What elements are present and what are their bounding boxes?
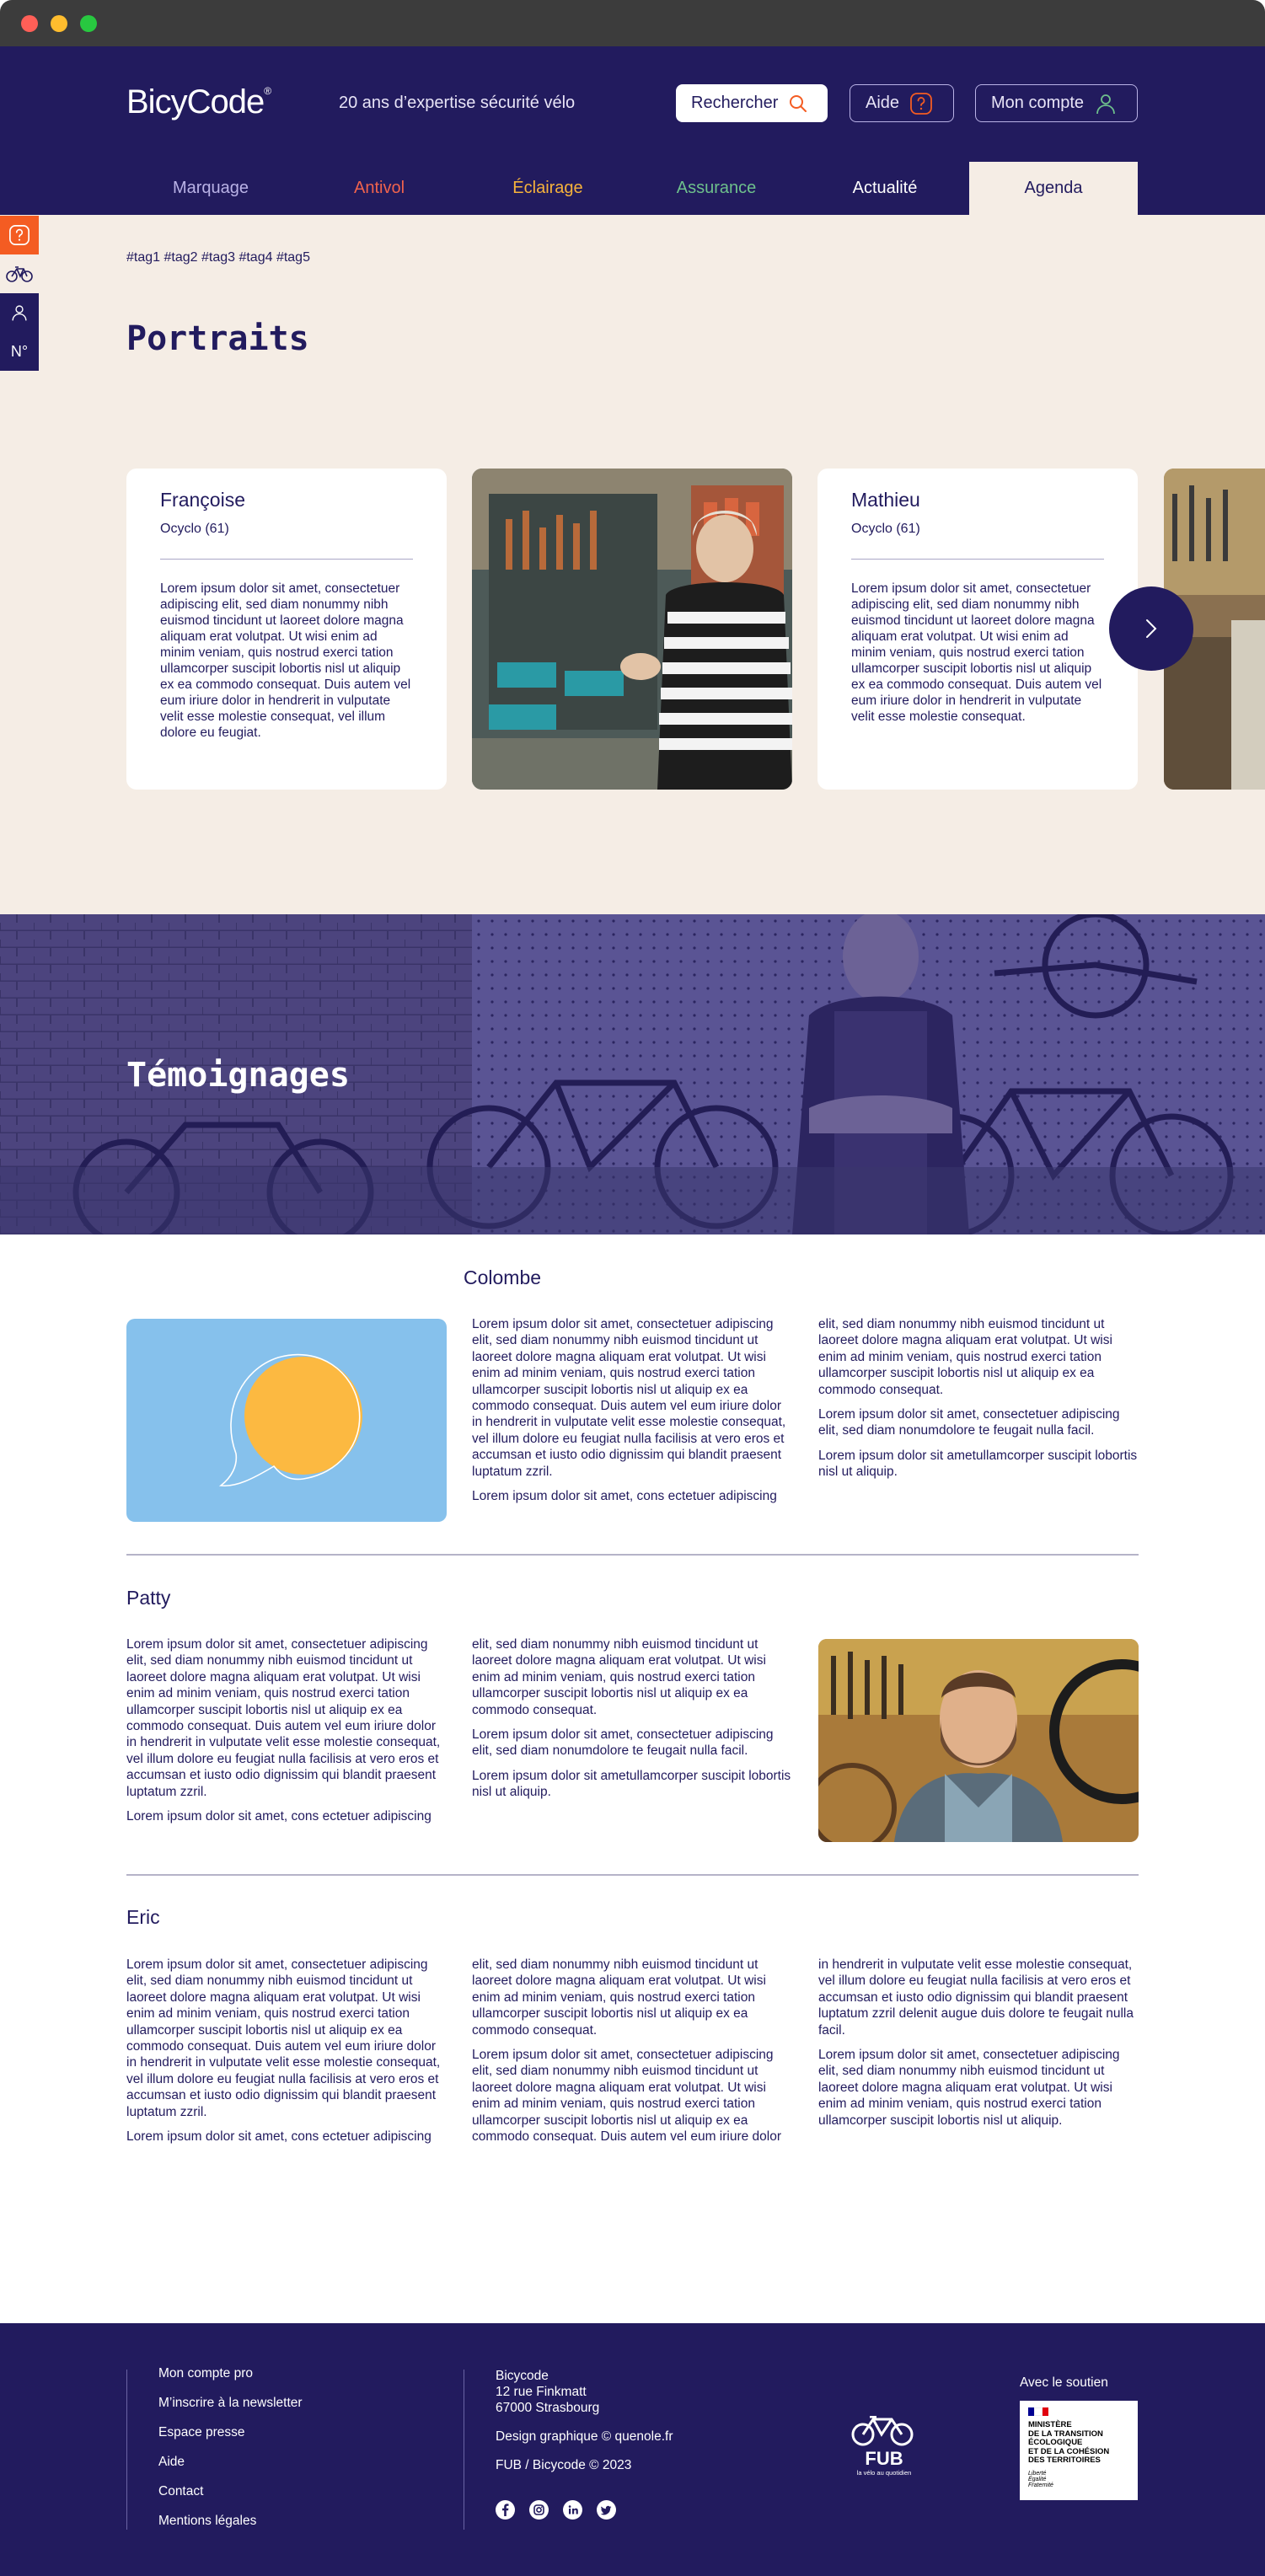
bicycle-icon [6, 265, 33, 283]
header-tagline: 20 ans d’expertise sécurité vélo [339, 94, 576, 112]
search-label: Rechercher [691, 94, 779, 112]
paragraph: Lorem ipsum dolor sit amet, consectetuer adipiscing elit, sed diam nonumdolore te feugait nulla facil. [818, 1407, 1120, 1438]
paragraph: Lorem ipsum dolor sit amet, consectetuer adipiscing elit, sed diam nonummy nibh euismod tincidunt ut laoreet dolore magna aliquam erat volutpat. Ut wisi enim ad minim veniam, quis nostrud exerci tation ullamcorper suscipit lobortis nisl ut aliquip ex ea commodo consequat. Duis autem vel eum iriure dolor in hendrerit in vulputate velit esse molestie consequat, vel illum dolore eu feugiat nulla facilisis at vero eros et accumsan et iusto odio dignissim qui blandit praesent luptatum zzril. [126, 1957, 441, 2119]
portrait-name: Françoise [160, 489, 245, 511]
divider [126, 1874, 1139, 1876]
support-label: Avec le soutien [1020, 2375, 1108, 2390]
site-footer [0, 2323, 1265, 2576]
paragraph: Lorem ipsum dolor sit amet, consectetuer adipiscing elit, sed diam nonumdolore te feugait nulla facil. [472, 1727, 774, 1759]
nav-eclairage[interactable] [464, 162, 632, 215]
help-button[interactable] [850, 84, 954, 122]
divider [160, 559, 413, 560]
mechanic-woman-photo [472, 469, 792, 790]
testimonial-column [472, 1316, 792, 1513]
portraits-title: Portraits [126, 319, 309, 358]
account-button[interactable] [975, 84, 1138, 122]
paragraph: Lorem ipsum dolor sit amet, consectetuer adipiscing elit, sed diam nonummy nibh euismod tincidunt ut laoreet dolore magna aliquam erat volutpat. Ut wisi enim ad minim veniam, quis nostrud exerci tation ullamcorper suscipit lobortis nisl ut aliquip ex ea commodo consequat. Duis autem vel eum iriure dolor in hendrerit in vulputate velit esse molestie consequat, vel illum dolore eu feugiat nulla facilisis at vero eros et accumsan et iusto odio dignissim qui blandit praesent luptatum zzril. [126, 1637, 441, 1799]
temoignages-title: Témoignages [126, 1056, 350, 1095]
footer-link-newsletter[interactable]: M’inscrire à la newsletter [158, 2396, 303, 2410]
republic-motto [1028, 2471, 1129, 2488]
nav-actualite[interactable] [801, 162, 969, 215]
side-account-button[interactable] [0, 293, 39, 332]
facebook-icon[interactable] [496, 2500, 515, 2520]
testimonial-column [472, 1636, 792, 1809]
portrait-name: Mathieu [851, 489, 920, 511]
testimonial-name: Eric [126, 1906, 160, 1928]
search-icon [788, 94, 808, 114]
testimonial-name: Colombe [464, 1267, 542, 1288]
ministry-line: DE LA TRANSITION [1028, 2429, 1103, 2439]
portraits-section [0, 215, 1265, 914]
paragraph: Lorem ipsum dolor sit amet, cons ectetuer adipiscing [126, 1809, 431, 1824]
address-line: Bicycode [496, 2369, 549, 2383]
portrait-text: Lorem ipsum dolor sit amet, consectetuer adipiscing elit, sed diam nonummy nibh euismod tincidunt ut laoreet dolore magna aliquam erat volutpat. Ut wisi enim ad minim veniam, quis nostrud exerci tation ullamcorper suscipit lobortis nisl ut aliquip ex ea commodo consequat. Duis autem vel eum iriure dolor in hendrerit in vulputate velit esse molestie consequat, vel illum dolore eu feugiat. [160, 581, 411, 740]
footer-link-mon-compte-pro[interactable]: Mon compte pro [158, 2366, 253, 2381]
nav-antivol[interactable] [295, 162, 464, 215]
testimonial-column [818, 1316, 1139, 1489]
speech-bubble-illustration [126, 1319, 447, 1522]
address-line: 67000 Strasbourg [496, 2401, 600, 2415]
instagram-icon[interactable] [529, 2500, 549, 2520]
main-nav [126, 162, 1138, 215]
temoignages-hero [0, 914, 1265, 1234]
motto-word: Liberté [1028, 2470, 1047, 2477]
footer-divider [126, 2370, 127, 2530]
paragraph: Lorem ipsum dolor sit amet, consectetuer adipiscing elit, sed diam nonummy nibh euismod tincidunt ut laoreet dolore magna aliquam erat volutpat. Ut wisi enim ad minim veniam, quis nostrud exerci tation ullamcorper suscipit lobortis nisl ut aliquip. [818, 2048, 1120, 2128]
tag-list[interactable]: #tag1 #tag2 #tag3 #tag4 #tag5 [126, 250, 310, 265]
bicycode-logo[interactable] [126, 83, 271, 121]
logo-registered-mark: ® [264, 85, 271, 97]
nav-label: Agenda [1024, 179, 1083, 197]
social-links [496, 2500, 616, 2520]
numero-label: N° [10, 342, 29, 360]
paragraph: elit, sed diam nonummy nibh euismod tincidunt ut laoreet dolore magna aliquam erat volutpat. Ut wisi enim ad minim veniam, quis nostrud exerci tation ullamcorper suscipit lobortis nisl ut aliquip ex ea commodo consequat. [472, 1957, 766, 2038]
footer-info [496, 2368, 673, 2486]
footer-copyright: FUB / Bicycode © 2023 [496, 2458, 632, 2472]
fub-logo-text: FUB [865, 2448, 903, 2469]
footer-credit[interactable]: Design graphique © quenole.fr [496, 2429, 673, 2444]
account-label: Mon compte [991, 94, 1085, 112]
paragraph: Lorem ipsum dolor sit amet, consectetuer adipiscing elit, sed diam nonummy nibh euismod tincidunt ut laoreet dolore magna aliquam erat volutpat. Ut wisi enim ad minim veniam, quis nostrud exerci tation ullamcorper suscipit lobortis nisl ut aliquip ex ea commodo consequat. Duis autem vel eum iriure dolor [472, 2048, 782, 2145]
testimonial-column [818, 1957, 1139, 2137]
logo-text: BicyCode [126, 83, 265, 120]
fub-logo[interactable] [848, 2416, 920, 2481]
ministry-line: ÉCOLOGIQUE [1028, 2438, 1083, 2447]
footer-address [496, 2368, 673, 2416]
nav-label: Actualité [852, 179, 918, 197]
portrait-card[interactable] [817, 469, 1138, 790]
linkedin-icon[interactable] [563, 2500, 582, 2520]
paragraph: Lorem ipsum dolor sit ametullamcorper suscipit lobortis nisl ut aliquip. [818, 1448, 1138, 1480]
footer-link-contact[interactable]: Contact [158, 2484, 204, 2498]
motto-word: Fraternité [1028, 2482, 1053, 2488]
site-header [0, 46, 1265, 215]
divider [126, 1554, 1139, 1556]
nav-label: Antivol [353, 179, 405, 197]
speech-bubble-icon [126, 1319, 447, 1522]
window-minimize-button[interactable] [51, 15, 67, 32]
paragraph: in hendrerit in vulputate velit esse molestie consequat, vel illum dolore eu feugiat nulla facilisis at vero eros et accumsan et iusto odio dignissim qui blandit praesent luptatum zzril delenit augue duis dolore te feugait nulla facil. [818, 1957, 1134, 2038]
side-help-button[interactable] [0, 216, 39, 254]
testimonial-name: Patty [126, 1587, 171, 1609]
question-bubble-icon [8, 224, 30, 246]
address-line: 12 rue Finkmatt [496, 2385, 587, 2399]
side-bike-button[interactable] [0, 254, 39, 293]
paragraph: Lorem ipsum dolor sit amet, consectetuer adipiscing elit, sed diam nonummy nibh euismod tincidunt ut laoreet dolore magna aliquam erat volutpat. Ut wisi enim ad minim veniam, quis nostrud exerci tation ullamcorper suscipit lobortis nisl ut aliquip ex ea commodo consequat. Duis autem vel eum iriure dolor in hendrerit in vulputate velit esse molestie consequat, vel illum dolore eu feugiat nulla facilisis at vero eros et accumsan et iusto odio dignissim qui blandit praesent luptatum zzril. [472, 1317, 786, 1479]
nav-label: Marquage [172, 179, 249, 197]
nav-label: Assurance [676, 179, 757, 197]
nav-label: Éclairage [512, 179, 583, 197]
paragraph: Lorem ipsum dolor sit amet, cons ectetuer adipiscing [472, 1489, 777, 1504]
testimonial-column [472, 1957, 792, 2153]
paragraph: Lorem ipsum dolor sit ametullamcorper suscipit lobortis nisl ut aliquip. [472, 1768, 791, 1800]
testimonial-column [126, 1957, 447, 2153]
testimonial-column [126, 1636, 447, 1833]
user-icon [1094, 92, 1118, 115]
paragraph: elit, sed diam nonummy nibh euismod tincidunt ut laoreet dolore magna aliquam erat volutpat. Ut wisi enim ad minim veniam, quis nostrud exerci tation ullamcorper suscipit lobortis nisl ut aliquip ex ea commodo consequat. [818, 1317, 1112, 1397]
ministry-line: ET DE LA COHÉSION [1028, 2446, 1110, 2456]
divider [851, 559, 1104, 560]
nav-marquage[interactable] [126, 162, 295, 215]
fub-tagline: la vélo au quotidien [856, 2469, 912, 2477]
nav-assurance[interactable] [632, 162, 801, 215]
portrait-role: Ocyclo (61) [160, 522, 229, 536]
ministry-line: MINISTÈRE [1028, 2420, 1072, 2429]
footer-link-espace-presse[interactable]: Espace presse [158, 2425, 245, 2439]
side-toolbar [0, 216, 39, 371]
question-bubble-icon [909, 92, 933, 115]
twitter-icon[interactable] [597, 2500, 616, 2520]
chevron-right-icon [1141, 616, 1161, 641]
french-flag-icon [1028, 2407, 1048, 2416]
footer-links [158, 2364, 303, 2541]
motto-word: Égalité [1028, 2476, 1047, 2482]
portrait-role: Ocyclo (61) [851, 522, 920, 536]
window-titlebar [0, 0, 1265, 46]
window-zoom-button[interactable] [80, 15, 97, 32]
bearded-mechanic-photo [818, 1639, 1139, 1842]
portrait-text: Lorem ipsum dolor sit amet, consectetuer adipiscing elit, sed diam nonummy nibh euismod tincidunt ut laoreet dolore magna aliquam erat volutpat. Ut wisi enim ad minim veniam, quis nostrud exerci tation ullamcorper suscipit lobortis nisl ut aliquip ex ea commodo consequat. Duis autem vel eum iriure dolor in hendrerit in vulputate velit esse molestie consequat. [851, 581, 1102, 724]
footer-link-aide[interactable]: Aide [158, 2455, 185, 2469]
paragraph: Lorem ipsum dolor sit amet, cons ectetuer adipiscing [126, 2129, 431, 2145]
footer-link-mentions-legales[interactable]: Mentions légales [158, 2514, 257, 2528]
carousel-next-button[interactable] [1109, 586, 1193, 671]
help-label: Aide [866, 94, 900, 112]
ministry-line: DES TERRITOIRES [1028, 2456, 1101, 2465]
portrait-card[interactable] [126, 469, 447, 790]
window-close-button[interactable] [21, 15, 38, 32]
ministry-logo[interactable] [1020, 2401, 1138, 2500]
user-icon [10, 303, 29, 323]
nav-agenda[interactable] [969, 162, 1138, 215]
side-numero-button[interactable] [0, 332, 39, 371]
search-button[interactable] [676, 84, 828, 122]
paragraph: elit, sed diam nonummy nibh euismod tincidunt ut laoreet dolore magna aliquam erat volutpat. Ut wisi enim ad minim veniam, quis nostrud exerci tation ullamcorper suscipit lobortis nisl ut aliquip ex ea commodo consequat. [472, 1637, 766, 1717]
